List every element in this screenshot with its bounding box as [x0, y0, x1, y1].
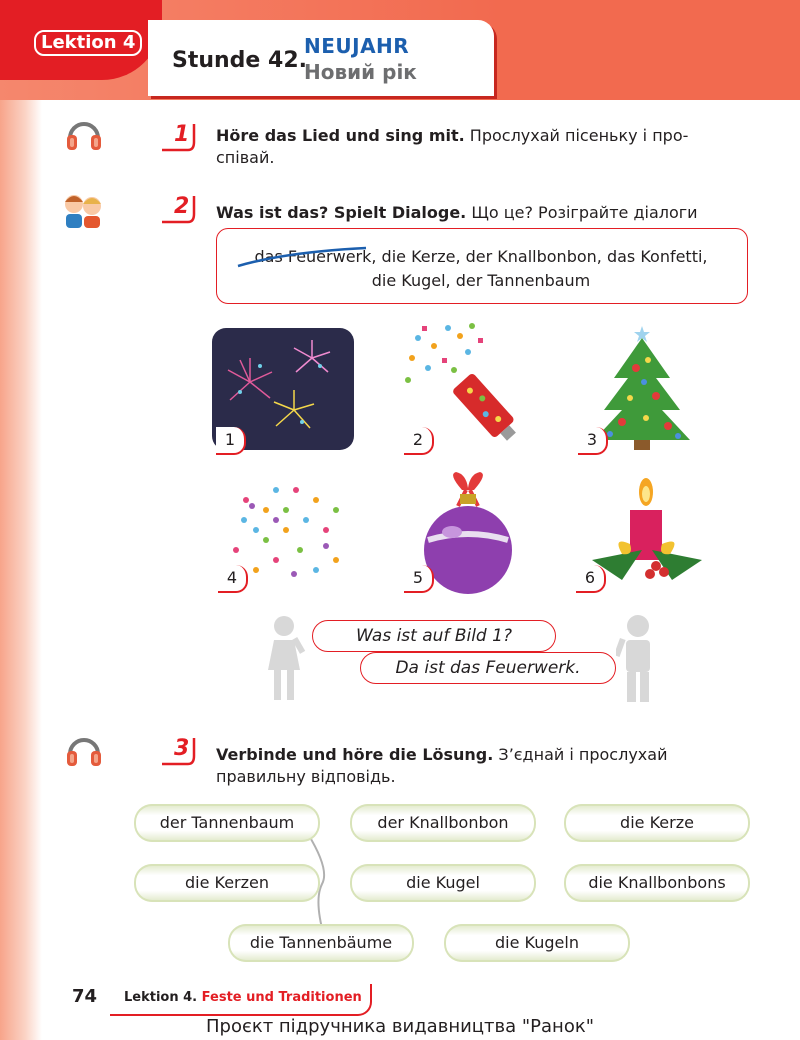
left-margin-band [0, 0, 42, 1040]
lektion-label: Lektion 4 [34, 30, 142, 56]
picture-2-number: 2 [404, 427, 434, 455]
task-1-instruction-de: Höre das Lied und sing mit. [216, 126, 465, 145]
page-subtitle: Новий рік [304, 60, 417, 84]
footer-section-title: Feste und Traditionen [201, 990, 362, 1005]
page-number: 74 [72, 986, 98, 1007]
publisher-credit: Проєкт підручника видавництва "Ранок" [205, 1016, 594, 1037]
word-pill[interactable]: die Tannenbäume [228, 924, 414, 962]
task-1-instruction-uk: Прослухай пісеньку і про- [464, 126, 689, 145]
picture-4-number: 4 [218, 565, 248, 593]
word-pill[interactable]: die Kugeln [444, 924, 630, 962]
word-pill[interactable]: der Tannenbaum [134, 804, 320, 842]
headphones-icon[interactable] [64, 730, 104, 770]
task-3-instruction-uk-line2: правильну відповідь. [216, 767, 396, 786]
headphones-icon[interactable] [64, 114, 104, 154]
pair-work-icon [60, 190, 106, 230]
footer-lektion: Lektion 4. [124, 990, 198, 1005]
word-pill[interactable]: die Kugel [350, 864, 536, 902]
task-2-instruction [216, 202, 776, 224]
task-3-instruction [216, 744, 748, 788]
task-2-instruction-de: Was ist das? Spielt Dialoge. [216, 203, 467, 222]
lesson-number: Stunde 42. [172, 48, 307, 73]
picture-6-number: 6 [576, 565, 606, 593]
word-list-line-1: das Feuerwerk, die Kerze, der Knallbonbon, das Konfetti, [254, 247, 708, 266]
footer-section [124, 990, 362, 1005]
word-pill[interactable]: die Kerzen [134, 864, 320, 902]
word-pill[interactable]: die Kerze [564, 804, 750, 842]
task-3-instruction-de: Verbinde und höre die Lösung. [216, 745, 494, 764]
task-3-number: 3 [160, 736, 196, 766]
picture-cracker [398, 318, 544, 444]
task-1-instruction-uk-line2: співай. [216, 148, 275, 167]
task-3-instruction-uk: З’єднай і прослухай [493, 745, 668, 764]
word-pill[interactable]: die Knallbonbons [564, 864, 750, 902]
picture-5-number: 5 [404, 565, 434, 593]
picture-1-number: 1 [216, 427, 246, 455]
task-2-instruction-uk: Що це? Розіграйте діалоги [466, 203, 698, 222]
task-2-number: 2 [160, 194, 196, 224]
boy-silhouette-icon [616, 612, 660, 708]
girl-silhouette-icon [262, 612, 306, 706]
task-1-number: 1 [160, 122, 196, 152]
speech-bubble-question: Was ist auf Bild 1? [312, 620, 556, 652]
picture-3-number: 3 [578, 427, 608, 455]
strikethrough-mark [236, 246, 370, 270]
page-title: NEUJAHR [304, 34, 410, 58]
word-pill[interactable]: der Knallbonbon [350, 804, 536, 842]
word-list-line-2: die Kugel, der Tannenbaum [371, 271, 591, 290]
task-1-instruction [216, 125, 756, 169]
speech-bubble-answer: Da ist das Feuerwerk. [360, 652, 616, 684]
